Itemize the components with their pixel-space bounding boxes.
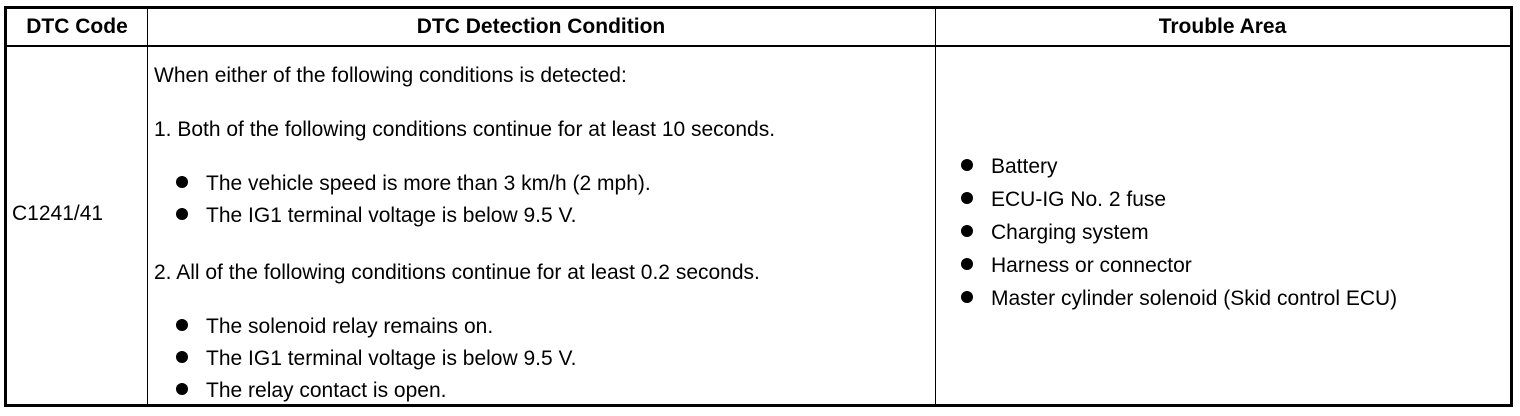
condition-group-1-title: 1. Both of the following conditions continue for at least 10 seconds. xyxy=(154,118,776,141)
bullet-icon xyxy=(961,159,973,171)
bullet-icon xyxy=(176,351,188,363)
table-row xyxy=(7,47,1510,404)
header-dtc-code: DTC Code xyxy=(26,15,128,38)
list-item: The relay contact is open. xyxy=(176,379,446,403)
table-header-row xyxy=(7,9,1510,47)
list-item: Charging system xyxy=(961,221,1149,245)
list-item: The vehicle speed is more than 3 km/h (2 mph). xyxy=(176,172,651,196)
header-trouble-area: Trouble Area xyxy=(1158,15,1287,38)
bullet-icon xyxy=(961,225,973,237)
list-item: The IG1 terminal voltage is below 9.5 V. xyxy=(176,204,576,228)
list-item: Harness or connector xyxy=(961,254,1192,278)
header-detection-condition: DTC Detection Condition xyxy=(416,15,666,38)
bullet-icon xyxy=(961,291,973,303)
bullet-icon xyxy=(961,192,973,204)
bullet-icon xyxy=(176,176,188,188)
list-item: Battery xyxy=(961,155,1058,179)
dtc-table xyxy=(4,6,1513,407)
list-item: ECU-IG No. 2 fuse xyxy=(961,188,1166,212)
bullet-icon xyxy=(176,208,188,220)
bullet-icon xyxy=(176,383,188,395)
list-item: The IG1 terminal voltage is below 9.5 V. xyxy=(176,347,576,371)
list-item: Master cylinder solenoid (Skid control ECU) xyxy=(961,287,1397,311)
bullet-icon xyxy=(961,258,973,270)
list-item: The solenoid relay remains on. xyxy=(176,315,493,339)
condition-intro: When either of the following conditions is detected: xyxy=(154,64,627,87)
condition-group-2-title: 2. All of the following conditions continue for at least 0.2 seconds. xyxy=(154,261,760,284)
bullet-icon xyxy=(176,319,188,331)
dtc-code-cell: C1241/41 xyxy=(12,202,104,225)
